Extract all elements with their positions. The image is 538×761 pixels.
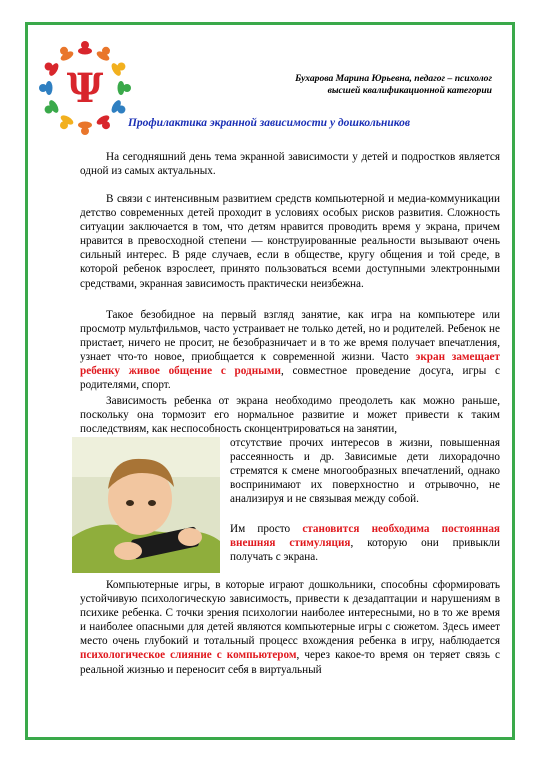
page-title: Профилактика экранной зависимости у дошкольников — [127, 117, 411, 129]
svg-text:Ψ: Ψ — [66, 65, 104, 112]
paragraph-5-text-b: , которую они привыкли получать с экрана. — [230, 537, 500, 564]
paragraph-2: В связи с интенсивным развитием средств компьютерной и медиа-коммуникации детство современных детей проходит в условиях особых рисков развития. Сложность ситуации заключается в том, что детям нравится проводить время у экрана, причем нравится в превосходной степени — конструированные реальности вызывают очень сильный интерес. В ряде случаев, если в обществе, кругу общения и той среде, в которой ребенок взрослеет, принято пользоваться всеми доступными электронными средствами, экранная зависимость практически неизбежна. — [80, 193, 500, 290]
paragraph-6-text-a: Компьютерные игры, в которые играют дошкольники, способны сформировать устойчивую психологическую зависимость, привести к дезадаптации и нарушениям в психике ребенка. С точки зрения психологии наиболее интересными, но в то же время и наиболее опасными для детей являются компьютерные игры с сюжетом. Здесь имеет место очень глубокий и тотальный процесс вхождения ребенка в игру, наблюдается — [80, 579, 500, 648]
paragraph-3-text-a: Такое безобидное на первый взгляд занятие, как игра на компьютере или просмотр мультфильмов, часто устраивает не только детей, но и родителей. Ребенок не пристает, ничего не просит, не безобразничает и в то же время получает впечатления, узнает что-то новое, приобщается к современной жизни. Часто — [80, 309, 500, 364]
paragraph-1: На сегодняшний день тема экранной зависимости у детей и подростков является одной из самых актуальных. — [80, 151, 500, 178]
author-line-1: Бухарова Марина Юрьевна, педагог – психолог — [295, 73, 492, 84]
paragraph-6 — [80, 578, 500, 677]
logo-figure-body — [118, 81, 125, 95]
child-with-phone-photo — [72, 437, 220, 573]
paragraph-6-text-b: , через какое-то время он теряет связь с реальной жизнью и переносит себя в виртуальный — [80, 649, 500, 676]
author-block — [295, 73, 492, 97]
paragraph-4-wrap: отсутствие прочих интересов в жизни, повышенная рассеянность и др. Зависимые дети лихорадочно стремятся к смене многообразных впечатлений, однако воспринимают их поверхностно и отрывочно, не анализируя и не связывая между собой. — [230, 437, 500, 506]
paragraph-3-highlight: экран замещает ребенку живое общение с родными — [80, 351, 500, 378]
paragraph-4: Зависимость ребенка от экрана необходимо преодолеть как можно раньше, поскольку она тормозит его нормальное развитие и может привести к таким последствиям, как неспособность сконцентрироваться на занятии, — [80, 395, 500, 436]
logo-figure-body — [46, 81, 53, 95]
paragraph-3 — [80, 308, 500, 393]
paragraph-5-highlight: становится необходима постоянная внешняя стимуляция — [230, 523, 500, 550]
paragraph-5 — [230, 522, 500, 564]
paragraph-6-highlight: психологическое слияние с компьютером — [80, 649, 297, 662]
logo-figure-body — [78, 48, 92, 55]
paragraph-3-text-b: , совместное проведение досуга, игры с родителями, спорт. — [80, 365, 500, 392]
paragraph-5-text-a: Им просто — [230, 523, 303, 535]
author-line-2: высшей квалификационной категории — [327, 85, 492, 96]
